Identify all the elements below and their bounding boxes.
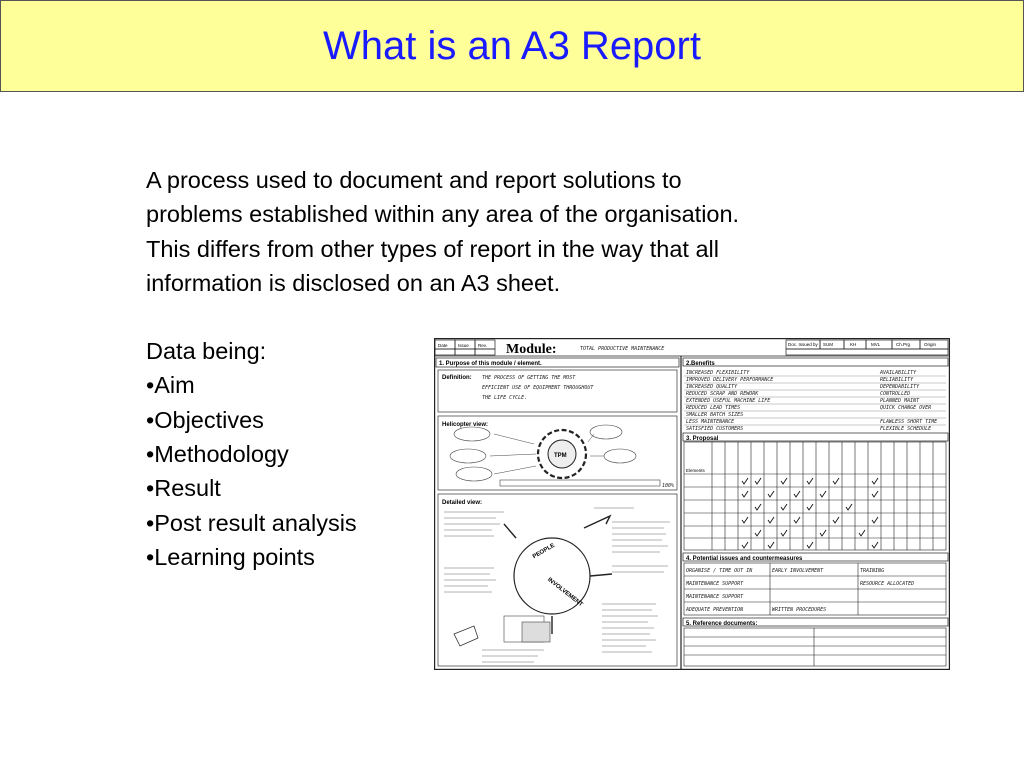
module-label: Module: [506,342,557,357]
benefit-item: SATISFIED CUSTOMERS [686,426,744,432]
a3-report-image [434,338,950,670]
issue-cell: RESOURCE ALLOCATED [860,581,915,587]
bullet-item: •Result [146,475,221,502]
intro-line: This differs from other types of report in the way that all [146,235,719,262]
benefit-item: AVAILABILITY [880,370,917,376]
header-cell: Ch.Prg [896,342,911,347]
benefit-item: INCREASED FLEXIBILITY [686,370,750,376]
issue-cell: ORGANISE / TIME OUT IN [686,568,753,574]
spacer [146,300,886,334]
header-cell: SUM [823,342,833,347]
title-banner [0,0,1024,92]
header-cell: MVL [871,342,881,347]
intro-line: problems established within any area of the organisation. [146,201,740,228]
intro-line: A process used to document and report solutions to [146,167,682,193]
benefit-item: EXTENDED USEFUL MACHINE LIFE [686,398,771,404]
issue-cell: WRITTEN PROCEDURES [772,607,827,613]
benefit-item: SMALLER BATCH SIZES [686,412,744,418]
benefit-item: QUICK CHANGE OVER [880,405,932,411]
proposal-header: Elements [686,468,705,473]
issue-cell: MAINTENANCE SUPPORT [686,581,744,587]
bullet-item: •Objectives [146,406,264,433]
definition-text: THE PROCESS OF GETTING THE MOST [482,375,576,381]
tpm-label: TPM [554,453,567,459]
definition-text: EFFICIENT USE OF EQUIPMENT THROUGHOUT [482,385,594,391]
benefit-item: LESS MAINTENANCE [686,419,735,425]
helicopter-label: Helicopter view: [442,422,489,428]
section-heading: 4. Potential issues and countermeasures [686,556,803,562]
bullet-item: •Methodology [146,441,289,468]
section-heading: 2.Benefits [686,361,715,367]
benefit-item: RELIABILITY [880,377,914,383]
module-value: TOTAL PRODUCTIVE MAINTENANCE [580,346,665,352]
section-heading: 5. Reference documents: [686,621,758,627]
header-cell: Issue [458,343,469,348]
issue-cell: MAINTENANCE SUPPORT [686,594,744,600]
definition-label: Definition: [442,375,472,381]
people-label: PEOPLE [531,542,556,561]
benefit-item: REDUCED LEAD TIMES [686,405,741,411]
involvement-label: INVOLVEMENT [546,576,584,609]
bullet-item: •Aim [146,372,195,399]
data-heading: Data being: [146,338,267,365]
header-cell: Date [438,343,448,348]
header-cell: KH [850,342,857,347]
a3-sheet-figure [434,338,950,670]
page-title: What is an A3 Report [323,23,701,68]
issue-cell: EARLY INVOLVEMENT [772,568,824,574]
benefit-item: INCREASED QUALITY [686,384,738,390]
benefit-item: IMPROVED DELIVERY PERFORMANCE [686,377,774,383]
benefit-item: FLEXIBLE SCHEDULE [880,426,932,432]
header-cell: Rev. [478,343,487,348]
intro-line: information is disclosed on an A3 sheet. [146,269,561,296]
header-cell: Origin [924,342,937,347]
benefit-item: REDUCED SCRAP AND REWORK [686,391,759,397]
section-heading: 3. Proposal [686,436,719,442]
benefit-item: FLAWLESS SHORT TIME [880,419,938,425]
benefit-item: CONTROLLED [880,391,911,397]
detailed-label: Detailed view: [442,500,483,506]
bullet-item: •Post result analysis [146,509,357,536]
issue-cell: ADEQUATE PREVENTION [686,607,744,613]
bullet-item: •Learning points [146,543,315,570]
issue-cell: TRAINING [860,568,885,574]
benefit-item: PLANNED MAINT [880,398,920,404]
section-heading: 1. Purpose of this module / element. [439,361,542,367]
header-cell: Doc. Issued by [788,342,818,347]
definition-text: THE LIFE CYCLE. [482,395,528,401]
percent-label: 100% [662,483,675,489]
benefit-item: DEPENDABILITY [880,384,920,390]
